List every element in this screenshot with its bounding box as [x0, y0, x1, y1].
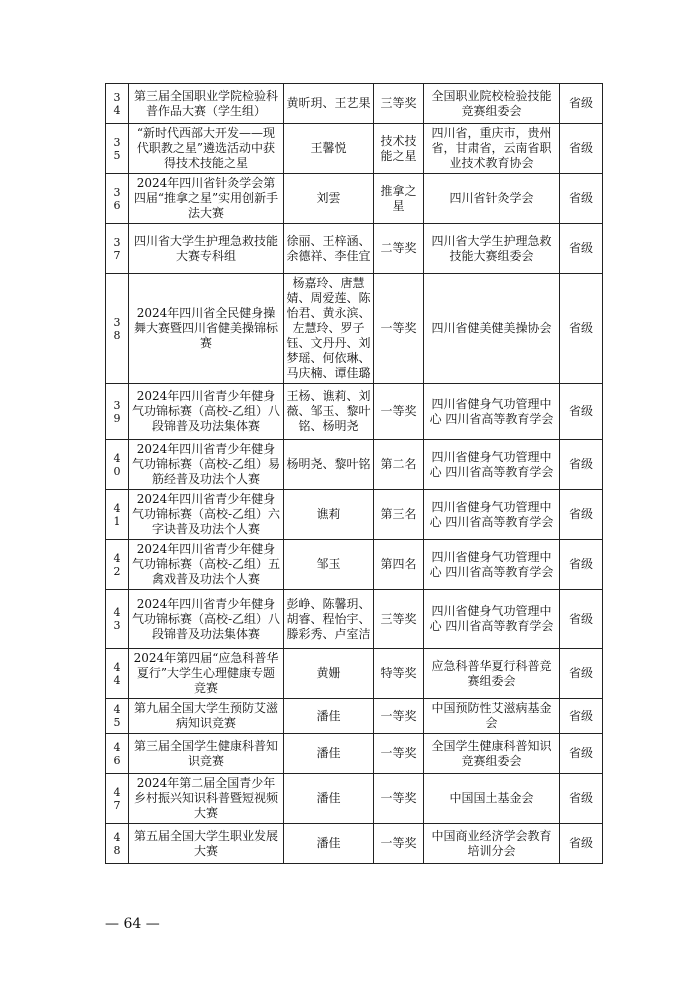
- table-row: [106, 734, 603, 774]
- page-number: — 64 —: [105, 916, 160, 932]
- award-level: 一等奖: [374, 824, 424, 864]
- award-level: 第二名: [374, 440, 424, 490]
- competition-grade: 省级: [560, 384, 603, 440]
- competition-name: 2024年四川省全民健身操舞大赛暨四川省健美操锦标赛: [129, 274, 284, 384]
- table-row: [106, 490, 603, 540]
- table-row: [106, 84, 603, 124]
- table-row: [106, 774, 603, 824]
- competition-grade: 省级: [560, 274, 603, 384]
- competition-grade: 省级: [560, 84, 603, 124]
- award-level: 技术技能之星: [374, 124, 424, 174]
- table-row: [106, 440, 603, 490]
- organizer: 四川省健身气功管理中心 四川省高等教育学会: [424, 590, 560, 649]
- award-level: 一等奖: [374, 734, 424, 774]
- row-number: 34: [106, 84, 129, 124]
- competition-name: 2024年四川省青少年健身气功锦标赛（高校-乙组）六字诀普及功法个人赛: [129, 490, 284, 540]
- row-number: 40: [106, 440, 129, 490]
- row-number: 37: [106, 224, 129, 274]
- award-winners: 黄昕玥、王艺果: [284, 84, 374, 124]
- organizer: 四川省健美健美操协会: [424, 274, 560, 384]
- award-winners: 邹玉: [284, 540, 374, 590]
- organizer: 中国预防性艾滋病基金会: [424, 699, 560, 734]
- table-row: [106, 590, 603, 649]
- competition-name: 2024年四川省青少年健身气功锦标赛（高校-乙组）八段锦普及功法集体赛: [129, 384, 284, 440]
- competition-name: 第三届全国职业学院检验科普作品大赛（学生组）: [129, 84, 284, 124]
- competition-grade: 省级: [560, 174, 603, 224]
- organizer: 四川省，重庆市，贵州省，甘肃省，云南省职业技术教育协会: [424, 124, 560, 174]
- competition-grade: 省级: [560, 699, 603, 734]
- award-winners: 潘佳: [284, 734, 374, 774]
- row-number: 36: [106, 174, 129, 224]
- competition-name: 2024年四川省青少年健身气功锦标赛（高校-乙组）易筋经普及功法个人赛: [129, 440, 284, 490]
- table-row: [106, 274, 603, 384]
- row-number: 48: [106, 824, 129, 864]
- table-row: [106, 540, 603, 590]
- table-row: [106, 174, 603, 224]
- organizer: 四川省健身气功管理中心 四川省高等教育学会: [424, 384, 560, 440]
- award-winners: 杨嘉玲、唐慧婧、周爱莲、陈怡君、黄永滨、左慧玲、罗子钰、文丹丹、刘梦瑶、何依琳、马庆楠、谭佳璐: [284, 274, 374, 384]
- award-winners: 王馨悦: [284, 124, 374, 174]
- award-winners: 黄姗: [284, 649, 374, 699]
- award-level: 特等奖: [374, 649, 424, 699]
- competition-grade: 省级: [560, 490, 603, 540]
- row-number: 44: [106, 649, 129, 699]
- table-row: [106, 384, 603, 440]
- organizer: 四川省健身气功管理中心 四川省高等教育学会: [424, 540, 560, 590]
- award-level: 一等奖: [374, 384, 424, 440]
- competition-name: 第九届全国大学生预防艾滋病知识竞赛: [129, 699, 284, 734]
- row-number: 46: [106, 734, 129, 774]
- table-row: [106, 124, 603, 174]
- award-level: 一等奖: [374, 274, 424, 384]
- award-winners: 潘佳: [284, 774, 374, 824]
- competition-grade: 省级: [560, 774, 603, 824]
- competition-name: 2024年第四届“应急科普华夏行”大学生心理健康专题竞赛: [129, 649, 284, 699]
- award-winners: 潘佳: [284, 699, 374, 734]
- competition-grade: 省级: [560, 734, 603, 774]
- competition-grade: 省级: [560, 649, 603, 699]
- competition-name: 第五届全国大学生职业发展大赛: [129, 824, 284, 864]
- table-row: [106, 224, 603, 274]
- table-row: [106, 824, 603, 864]
- award-winners: 王杨、谯莉、刘薇、邹玉、黎叶铭、杨明尧: [284, 384, 374, 440]
- award-level: 第三名: [374, 490, 424, 540]
- award-winners: 徐丽、王梓涵、余德祥、李佳宜: [284, 224, 374, 274]
- competition-name: 2024年四川省针灸学会第四届“推拿之星”实用创新手法大赛: [129, 174, 284, 224]
- competition-grade: 省级: [560, 440, 603, 490]
- award-winners: 谯莉: [284, 490, 374, 540]
- table-row: [106, 699, 603, 734]
- competition-grade: 省级: [560, 540, 603, 590]
- row-number: 35: [106, 124, 129, 174]
- competition-name: “新时代西部大开发——现代职教之星”遴选活动中获得技术技能之星: [129, 124, 284, 174]
- organizer: 四川省健身气功管理中心 四川省高等教育学会: [424, 490, 560, 540]
- competition-grade: 省级: [560, 224, 603, 274]
- award-winners: 潘佳: [284, 824, 374, 864]
- award-level: 一等奖: [374, 774, 424, 824]
- competition-name: 2024年四川省青少年健身气功锦标赛（高校-乙组）八段锦普及功法集体赛: [129, 590, 284, 649]
- organizer: 全国学生健康科普知识竞赛组委会: [424, 734, 560, 774]
- awards-table: [105, 83, 603, 864]
- row-number: 45: [106, 699, 129, 734]
- row-number: 42: [106, 540, 129, 590]
- row-number: 41: [106, 490, 129, 540]
- award-level: 一等奖: [374, 699, 424, 734]
- row-number: 47: [106, 774, 129, 824]
- organizer: 四川省健身气功管理中心 四川省高等教育学会: [424, 440, 560, 490]
- award-level: 三等奖: [374, 84, 424, 124]
- award-level: 三等奖: [374, 590, 424, 649]
- row-number: 43: [106, 590, 129, 649]
- competition-name: 2024年第二届全国青少年乡村振兴知识科普暨短视频大赛: [129, 774, 284, 824]
- row-number: 39: [106, 384, 129, 440]
- award-winners: 彭峥、陈馨玥、胡睿、程怡宇、滕彩秀、卢室洁: [284, 590, 374, 649]
- organizer: 四川省大学生护理急救技能大赛组委会: [424, 224, 560, 274]
- table-row: [106, 649, 603, 699]
- competition-grade: 省级: [560, 824, 603, 864]
- award-winners: 刘雲: [284, 174, 374, 224]
- organizer: 中国商业经济学会教育培训分会: [424, 824, 560, 864]
- competition-grade: 省级: [560, 124, 603, 174]
- organizer: 应急科普华夏行科普竞赛组委会: [424, 649, 560, 699]
- competition-grade: 省级: [560, 590, 603, 649]
- award-level: 推拿之星: [374, 174, 424, 224]
- competition-name: 第三届全国学生健康科普知识竞赛: [129, 734, 284, 774]
- competition-name: 2024年四川省青少年健身气功锦标赛（高校-乙组）五禽戏普及功法个人赛: [129, 540, 284, 590]
- row-number: 38: [106, 274, 129, 384]
- award-winners: 杨明尧、黎叶铭: [284, 440, 374, 490]
- award-level: 第四名: [374, 540, 424, 590]
- organizer: 四川省针灸学会: [424, 174, 560, 224]
- organizer: 全国职业院校检验技能竞赛组委会: [424, 84, 560, 124]
- award-level: 二等奖: [374, 224, 424, 274]
- competition-name: 四川省大学生护理急救技能大赛专科组: [129, 224, 284, 274]
- organizer: 中国国土基金会: [424, 774, 560, 824]
